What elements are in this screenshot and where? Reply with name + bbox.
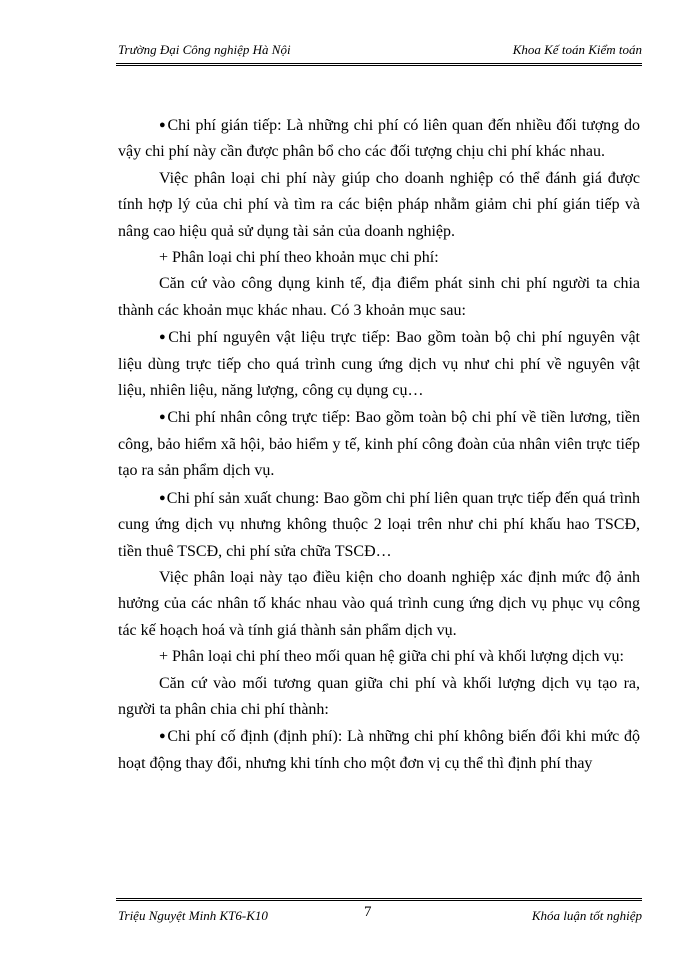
paragraph-bullet-overhead: ●Chi phí sản xuất chung: Bao gồm chi phí liên quan trực tiếp đến quá trình cung ứng dịch vụ nhưng không thuộc 2 loại trên như chi phí khấu hao TSCĐ, tiền thuê TSCĐ, chi phí sửa chữa TSCĐ… (118, 489, 640, 560)
paragraph-bullet-direct-materials: ●Chi phí nguyên vật liệu trực tiếp: Bao gồm toàn bộ chi phí nguyên vật liệu dùng trực tiếp cho quá trình cung ứng dịch vụ như chi phí về nguyên vật liệu, nhiên liệu, năng lượng, công cụ dụng cụ… (118, 329, 640, 400)
header-school-name: Trường Đại Công nghiệp Hà Nội (118, 42, 291, 57)
paragraph-volume-basis: Căn cứ vào mối tương quan giữa chi phí và khối lượng dịch vụ tạo ra, người ta phân chia chi phí thành: (118, 674, 640, 718)
page-footer (118, 905, 642, 927)
paragraph-bullet-fixed-cost: ●Chi phí cố định (định phí): Là những chi phí không biến đổi khi mức độ hoạt động thay đổi, nhưng khi tính cho một đơn vị cụ thể thì định phí thay (118, 728, 640, 772)
paragraph-bullet-direct-labor: ●Chi phí nhân công trực tiếp: Bao gồm toàn bộ chi phí về tiền lương, tiền công, bảo hiểm xã hội, bảo hiểm y tế, kinh phí công đoàn của nhân viên trực tiếp tạo ra sản phẩm dịch vụ. (118, 409, 640, 480)
page-number: 7 (364, 904, 372, 920)
footer-author: Triệu Nguyệt Minh KT6-K10 (118, 908, 268, 923)
bullet-icon: ● (159, 491, 166, 504)
header-faculty-name: Khoa Kế toán Kiểm toán (512, 42, 642, 57)
header-divider (116, 63, 642, 66)
bullet-icon: ● (159, 331, 168, 344)
paragraph-cost-item-basis: Căn cứ vào công dụng kinh tế, địa điểm phát sinh chi phí người ta chia thành các khoản mục khác nhau. Có 3 khoản mục sau: (118, 275, 640, 319)
paragraph-heading-by-volume: + Phân loại chi phí theo mối quan hệ giữa chi phí và khối lượng dịch vụ: (159, 648, 624, 666)
footer-divider (116, 898, 642, 901)
bullet-icon: ● (159, 730, 167, 743)
paragraph-cost-item-benefit: Việc phân loại này tạo điều kiện cho doanh nghiệp xác định mức độ ảnh hưởng của các nhân tố khác nhau vào quá trình cung ứng dịch vụ phục vụ công tác kế hoạch hoá và tính giá thành sản phẩm dịch vụ. (118, 568, 640, 639)
document-body (118, 112, 640, 777)
footer-doc-type: Khóa luận tốt nghiệp (531, 908, 642, 923)
paragraph-bullet-indirect-cost: ●Chi phí gián tiếp: Là những chi phí có liên quan đến nhiều đối tượng do vậy chi phí này cần được phân bổ cho các đối tượng chịu chi phí khác nhau. (118, 117, 640, 161)
paragraph-heading-by-cost-item: + Phân loại chi phí theo khoản mục chi phí: (159, 249, 439, 267)
bullet-icon: ● (159, 119, 167, 131)
paragraph-classification-benefit: Việc phân loại chi phí này giúp cho doanh nghiệp có thể đánh giá được tính hợp lý của chi phí và tìm ra các biện pháp nhằm giảm chi phí gián tiếp và nâng cao hiệu quả sử dụng tài sản của doanh nghiệp. (118, 169, 640, 240)
bullet-icon: ● (159, 411, 167, 424)
page-header (118, 40, 642, 60)
